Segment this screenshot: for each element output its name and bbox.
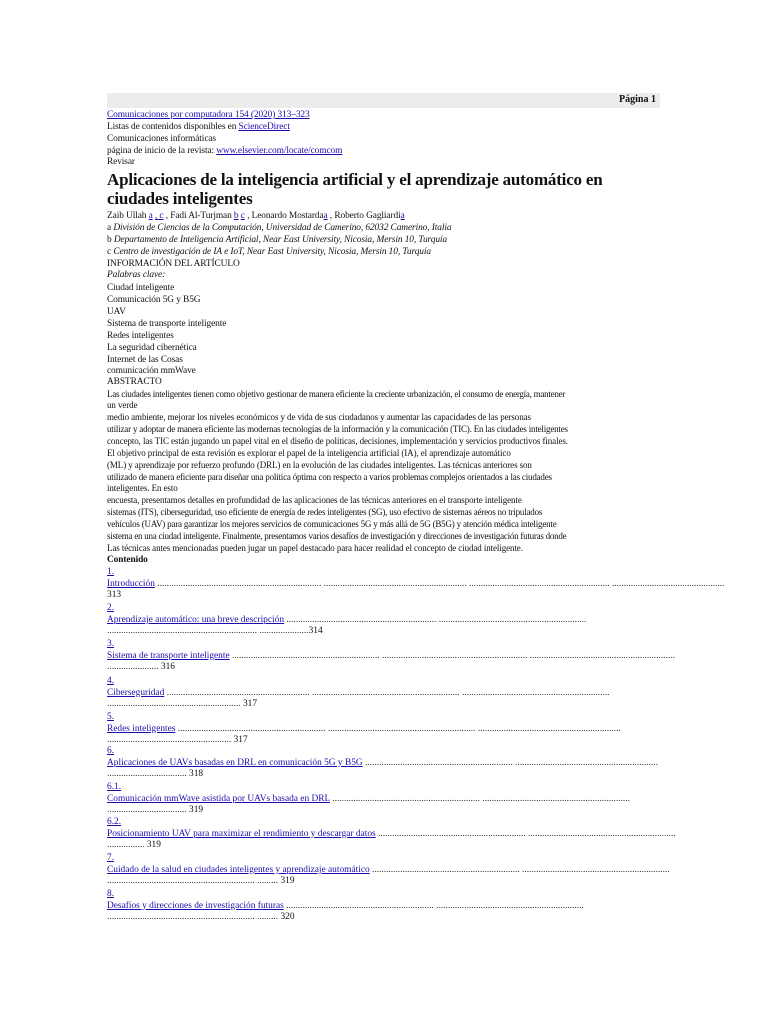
affiliation-b xyxy=(107,235,447,246)
toc-title-link[interactable]: Introducción xyxy=(107,578,155,589)
page-label: Página 1 xyxy=(619,94,656,105)
author-name: , Roberto Gagliardi xyxy=(329,211,401,221)
toc-title-link[interactable]: Ciberseguridad xyxy=(107,687,165,698)
toc-item xyxy=(107,782,667,817)
toc-number-link[interactable]: 6.2. xyxy=(107,817,122,827)
abstract-line: Las técnicas antes mencionadas pueden jugar un papel destacado para hacer realidad el concepto de ciudad inteligente. xyxy=(107,543,523,553)
toc-number-link[interactable]: 6. xyxy=(107,746,115,756)
toc-item xyxy=(107,853,670,888)
toc-title-link[interactable]: Aprendizaje automático: una breve descripción xyxy=(107,614,285,625)
homepage-prefix: página de inicio de la revista: xyxy=(107,146,217,156)
abstract-line: vehículos (UAV) para garantizar los mejores servicios de comunicaciones 5G y más allá de 5G (B5G) y atención médica inteligente xyxy=(107,519,557,529)
toc-leader: ..................................................... xyxy=(107,735,234,746)
abstract-line: un verde xyxy=(107,400,138,410)
toc-page: 316 xyxy=(160,662,175,673)
toc-leader: ................................................................ ..................... xyxy=(107,626,309,637)
abstract-line: concepto, las TIC están jugando un papel vital en el diseño de políticas, decisiones, implementación y servicios productivos finales. xyxy=(107,436,568,446)
keyword: Comunicación 5G y B5G xyxy=(107,295,201,305)
affiliation-c xyxy=(107,247,431,258)
page-header-bar xyxy=(107,93,660,108)
toc-leader: ............................................................... ......... xyxy=(107,876,281,887)
keyword: comunicación mmWave xyxy=(107,366,196,376)
abstract-line: utilizar y adoptar de manera eficiente las modernas tecnologías de la información y la comunicación (TIC). En las ciudades inteligentes xyxy=(107,424,568,434)
toc-item xyxy=(107,676,667,711)
toc-leader: ................ xyxy=(107,840,147,851)
toc-title-link[interactable]: Desafíos y direcciones de investigación futuras xyxy=(107,900,284,911)
toc-page: 319 xyxy=(146,840,161,851)
affiliation-mark: b xyxy=(107,235,112,245)
abstract-line: utilizado de manera eficiente para diseñar una política óptima con respecto a varios problemas complejos orientados a las ciudades xyxy=(107,472,552,482)
abstract-line: (ML) y aprendizaje por refuerzo profundo (DRL) en la evolución de las ciudades inteligentes. Las técnicas anteriores son xyxy=(107,460,532,470)
toc-item xyxy=(107,746,667,781)
toc-page: 317 xyxy=(242,699,257,710)
abstract-line: inteligentes. En esto xyxy=(107,483,178,493)
toc-leader: ............................................................... ............................................................... xyxy=(369,864,670,875)
toc-leader: ............................................................... ......... xyxy=(107,912,281,923)
sciencedirect-link[interactable]: ScienceDirect xyxy=(238,122,290,132)
toc-leader: ............................................................... .............................................................. .............................................................. xyxy=(229,650,675,661)
affiliation-text: División de Ciencias de la Computación, Universidad de Camerino, 62032 Camerino, Italia xyxy=(113,223,452,233)
toc-item xyxy=(107,817,676,852)
toc-leader: ............................................................... ............................................................... xyxy=(375,828,676,839)
keyword: UAV xyxy=(107,307,126,317)
toc-leader: ...................................................................... ............................................................. ............................................................ ................................................ xyxy=(154,578,725,589)
homepage-line xyxy=(107,146,342,157)
abstract-line: Las ciudades inteligentes tienen como objetivo gestionar de manera eficiente la creciente urbanización, el consumo de energía, mantener xyxy=(107,389,566,399)
toc-title-link[interactable]: Aplicaciones de UAVs basadas en DRL en comunicación 5G y B5G xyxy=(107,757,363,768)
affiliation-a xyxy=(107,223,451,234)
affiliation-link[interactable]: a xyxy=(323,211,328,221)
abstract-heading: ABSTRACTO xyxy=(107,377,162,387)
toc-title-link[interactable]: Comunicación mmWave asistida por UAVs basada en DRL xyxy=(107,793,330,804)
toc-page: 320 xyxy=(280,912,295,923)
article-title: Aplicaciones de la inteligencia artificial y el aprendizaje automático en ciudades inteligentes xyxy=(107,170,603,208)
toc-leader: ............................................................... ............................................................... xyxy=(329,793,630,804)
affiliation-mark: a xyxy=(107,223,112,233)
keyword: La seguridad cibernética xyxy=(107,343,197,353)
toc-title-link[interactable]: Sistema de transporte inteligente xyxy=(107,650,230,661)
affiliation-text: Departamento de Inteligencia Artificial, Near East University, Nicosia, Mersin 10, Turquía xyxy=(113,235,448,245)
toc-page: 314 xyxy=(308,626,323,637)
keywords-label: Palabras clave: xyxy=(107,270,166,280)
toc-item xyxy=(107,567,725,602)
journal-homepage-link[interactable]: www.elsevier.com/locate/comcom xyxy=(216,146,343,156)
author-name: , Fadi Al-Turjman xyxy=(165,211,232,221)
keyword: Ciudad inteligente xyxy=(107,283,175,293)
affiliation-link[interactable]: , c xyxy=(154,211,164,221)
toc-leader: ............................................................... ............................................................... ............................................................. xyxy=(175,723,621,734)
abstract-line: medio ambiente, mejorar los niveles económicos y de vida de sus ciudadanos y aumentar las capacidades de las personas xyxy=(107,412,531,422)
abstract-line: encuesta, presentamos detalles en profundidad de las aplicaciones de las técnicas anteriores en el transporte inteligente xyxy=(107,495,522,505)
article-info-heading: INFORMACIÓN DEL ARTÍCULO xyxy=(107,259,240,269)
keyword: Sistema de transporte inteligente xyxy=(107,319,227,329)
toc-number-link[interactable]: 4. xyxy=(107,676,115,686)
author-name: , Leonardo Mostarda xyxy=(247,211,324,221)
toc-leader: ............................................................. ............................................................... ............................................................... xyxy=(164,687,610,698)
affiliation-link[interactable]: a xyxy=(148,211,153,221)
toc-leader: ............................................................... ............................................................. xyxy=(362,757,658,768)
toc-number-link[interactable]: 1. xyxy=(107,567,115,577)
abstract-line: sistema en una ciudad inteligente. Finalmente, presentamos varios desafíos de investigación y direcciones de investigación futuras donde xyxy=(107,531,567,541)
toc-number-link[interactable]: 3. xyxy=(107,639,115,649)
keyword: Redes inteligentes xyxy=(107,331,174,341)
toc-page: 319 xyxy=(189,805,204,816)
toc-leader: ................................................................ ............................................................... xyxy=(284,614,587,625)
toc-title-link[interactable]: Cuidado de la salud en ciudades inteligentes y aprendizaje automático xyxy=(107,864,370,875)
toc-page: 313 xyxy=(107,590,122,601)
toc-item xyxy=(107,639,675,674)
toc-page: 319 xyxy=(280,876,295,887)
affiliation-link[interactable]: a xyxy=(400,211,405,221)
toc-leader: ............................................................... ............................................................... xyxy=(283,900,584,911)
author-list xyxy=(107,211,405,222)
toc-leader: .................................. xyxy=(107,769,190,780)
toc-item xyxy=(107,889,667,924)
toc-title-link[interactable]: Redes inteligentes xyxy=(107,723,176,734)
toc-item xyxy=(107,603,667,638)
contents-line xyxy=(107,122,290,133)
toc-item xyxy=(107,712,667,747)
contents-prefix: Listas de contenidos disponibles en xyxy=(107,122,239,132)
author-name: Zaib Ullah xyxy=(107,211,147,221)
affiliation-mark: c xyxy=(107,247,112,257)
toc-leader: .................................. xyxy=(107,805,190,816)
toc-number-link[interactable]: 6.1. xyxy=(107,782,122,792)
affiliation-link[interactable]: b xyxy=(233,211,239,221)
journal-citation-link[interactable]: Comunicaciones por computadora 154 (2020) 313–323 xyxy=(107,110,310,120)
toc-leader: ...................... xyxy=(107,662,161,673)
article-type: Revisar xyxy=(107,157,135,167)
toc-leader: ......................................................... xyxy=(107,699,243,710)
toc-number-link[interactable]: 2. xyxy=(107,603,115,613)
toc-number-link[interactable]: 5. xyxy=(107,712,115,722)
toc-number-link[interactable]: 8. xyxy=(107,889,115,899)
toc-number-link[interactable]: 7. xyxy=(107,853,115,863)
affiliation-text: Centro de investigación de IA e IoT, Near East University, Nicosia, Mersin 10, Turquía xyxy=(113,247,431,257)
journal-name: Comunicaciones informáticas xyxy=(107,134,216,144)
toc-heading: Contenido xyxy=(107,555,148,565)
abstract-line: El objetivo principal de esta revisión es explorar el papel de la inteligencia artificial (IA), el aprendizaje automático xyxy=(107,448,511,458)
abstract-line: sistemas (ITS), ciberseguridad, uso eficiente de energía de redes inteligentes (SG), uso efectivo de sistemas aéreos no tripulados xyxy=(107,507,543,517)
toc-title-link[interactable]: Posicionamiento UAV para maximizar el rendimiento y descargar datos xyxy=(107,828,376,839)
affiliation-link[interactable]: c xyxy=(240,211,245,221)
toc-page: 318 xyxy=(189,769,204,780)
keyword: Internet de las Cosas xyxy=(107,355,183,365)
toc-page: 317 xyxy=(233,735,248,746)
